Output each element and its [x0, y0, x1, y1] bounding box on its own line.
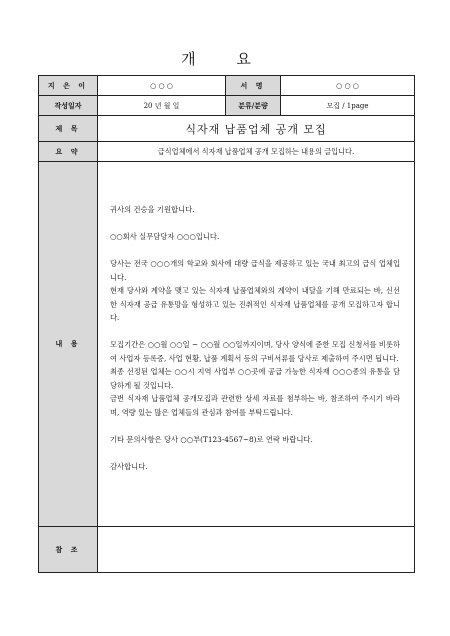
document-form-table — [38, 75, 415, 573]
signature-value[interactable]: ○ ○ ○ — [281, 76, 415, 96]
category-label: 분류/분량 — [226, 96, 281, 116]
date-value[interactable]: 20 년 월 일 — [98, 96, 226, 116]
content-paragraph-closing: 감사합니다. — [110, 461, 148, 471]
content-label: 내 용 — [39, 162, 98, 527]
document-title: 개 요 — [181, 50, 269, 68]
date-label: 작성일자 — [39, 96, 98, 116]
content-paragraph-greeting: 귀사의 건승을 기원합니다. — [110, 205, 195, 214]
reference-value[interactable] — [98, 527, 415, 573]
content-paragraph-intro: ○○회사 실무담당자 ○○○입니다. — [110, 232, 220, 241]
writer-value[interactable]: ○ ○ ○ — [98, 76, 226, 96]
summary-row — [39, 142, 415, 162]
category-value[interactable]: 모집 / 1page — [281, 96, 415, 116]
content-body[interactable] — [98, 162, 415, 527]
date-row — [39, 96, 415, 116]
reference-label: 참 조 — [39, 527, 98, 573]
content-paragraph-purpose: 현재 당사와 계약을 맺고 있는 식자재 납품업체와의 계약이 내달을 기해 만료되는 바, 신선한 식자재 공급 유통망을 형성하고 있는 진취적인 식자재 납품업체를 공개 모집하고자 합니다. — [110, 286, 400, 322]
content-paragraph-contact: 기타 문의사항은 당사 ○○부(T123-4567~8)로 연락 바랍니다. — [110, 434, 313, 444]
reference-row — [39, 527, 415, 573]
content-row — [39, 162, 415, 527]
subject-row — [39, 116, 415, 142]
signature-label: 서 명 — [226, 76, 281, 96]
writer-label: 지 은 이 — [39, 76, 98, 96]
content-paragraph-selection: 최종 선정된 업체는 ○○시 지역 사업부 ○○곳에 공급 가능한 식자재 ○○○종의 유통을 담당하게 될 것입니다. — [110, 367, 400, 390]
writer-row — [39, 76, 415, 96]
content-paragraph-company: 당사는 전국 ○○○개의 학교와 회사에 대량 급식을 제공하고 있는 국내 최고의 급식 업체입니다. — [110, 259, 400, 282]
summary-label: 요 약 — [39, 142, 98, 162]
summary-value[interactable]: 급식업체에서 식자재 납품업체 공개 모집하는 내용의 글입니다. — [98, 142, 415, 162]
content-paragraph-attachment: 금번 식자재 납품업체 공개모집과 관련한 상세 자료를 첨부하는 바, 참조하여 주시기 바라며, 역량 있는 많은 업체들의 관심과 참여를 부탁드립니다. — [110, 394, 400, 417]
subject-label: 제 목 — [39, 116, 98, 142]
content-paragraph-period: 모집기간은 ○○월 ○○일 ~ ○○월 ○○일까지이며, 당사 양식에 준한 모집 신청서를 비롯하여 사업자 등록증, 사업 현황, 납품 계획서 등의 구비서류를 당사로 제출하여 주시면 됩니다. — [110, 340, 400, 363]
subject-value[interactable]: 식자재 납품업체 공개 모집 — [98, 116, 415, 142]
